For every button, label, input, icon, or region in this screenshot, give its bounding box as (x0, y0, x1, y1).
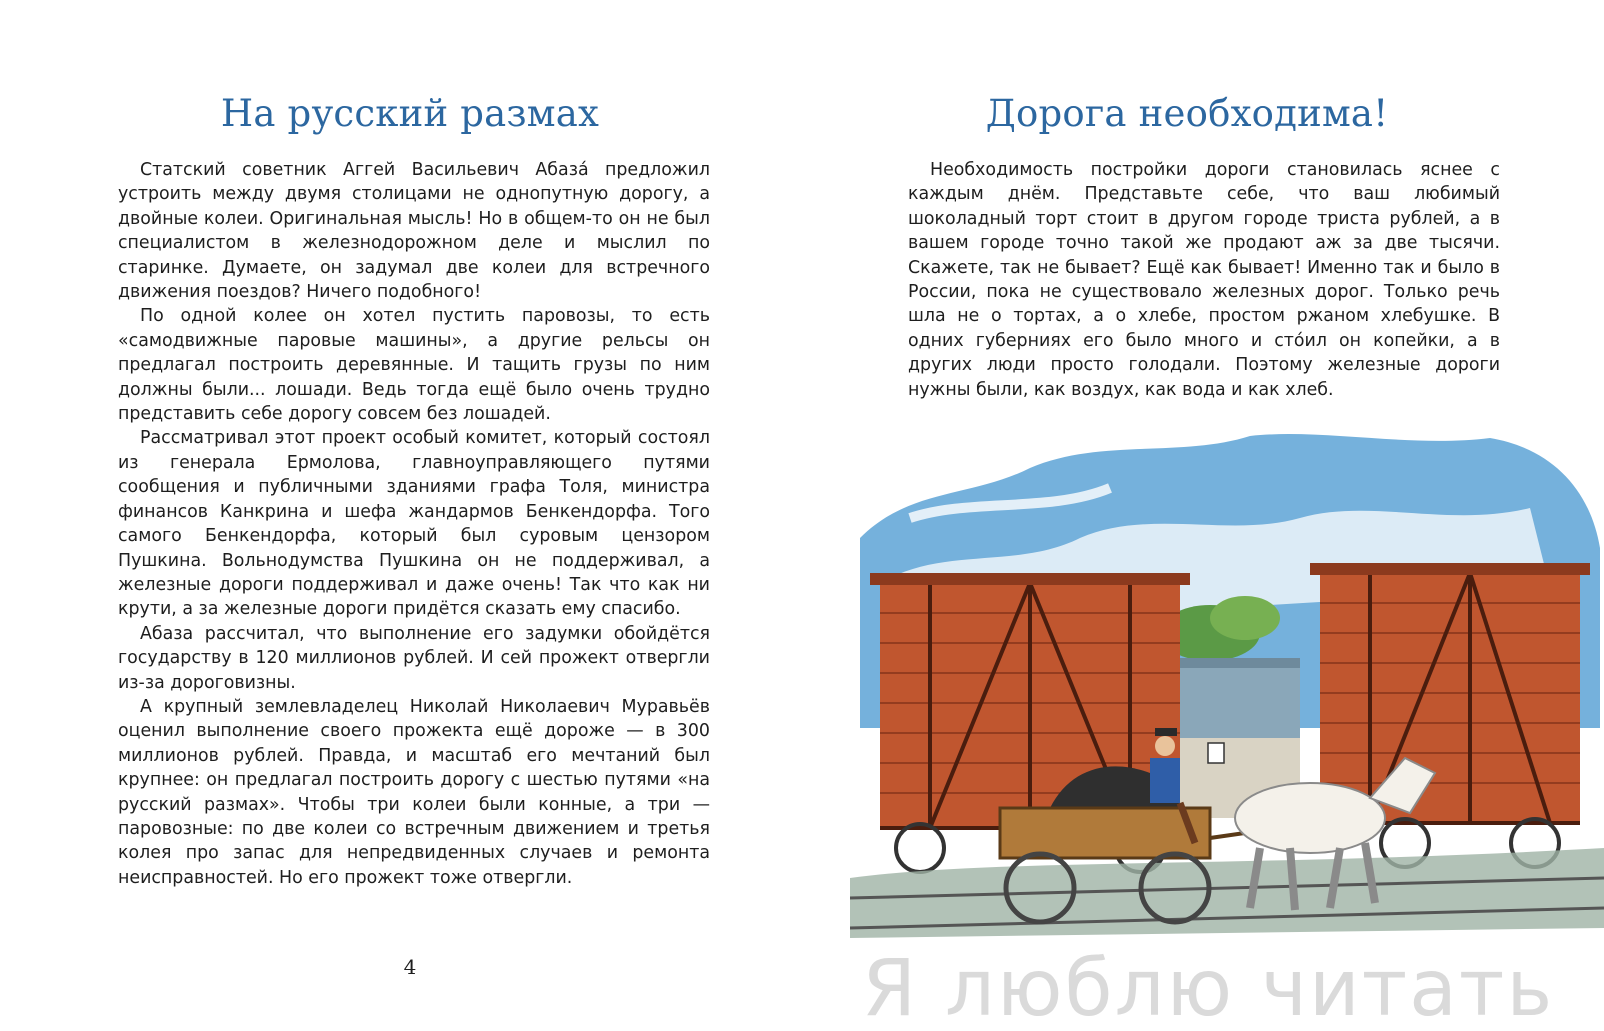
paragraph: Рассматривал этот проект особый комитет, который состоял из генерала Ермолова, главноуправляющего путями сообщения и публичными зданиями графа Толя, министра финансов Канкрина и шефа жандармов Бенкендорфа. Того самого Бенкендорфа, который был суровым цензором Пушкина. Вольнодумства Пушкина он не поддерживал, а железные дороги поддерживал и даже очень! Так что как ни крути, а за железные дороги придётся сказать ему спасибо. (118, 428, 710, 620)
paragraph: А крупный землевладелец Николай Николаевич Муравьёв оценил выполнение своего прожекта ещё дороже — в 300 миллионов рублей. Правда, и масштаб его мечтаний был крупнее: он предлагал построить дорогу с шестью путями «на русский размах». Чтобы три колеи были конные, а три — паровозные: по две колеи со встречным движением и третья колея про запас для непредвиденных случаев и ремонта неисправностей. Но его прожект тоже отвергли. (118, 696, 710, 888)
right-page (802, 0, 1604, 1031)
paragraph: Необходимость постройки дороги становилась яснее с каждым днём. Представьте себе, что ваш любимый шоколадный торт стоит в другом городе триста рублей, а в вашем городе точно такой же продают аж за две тысячи. Скажете, так не бывает? Ещё как бывает! Именно так и было в России, пока не существовало железных дорог. Только речь шла не о тортах, а о хлебе, простом ржаном хлебушке. В одних губерниях его было много и сто́ил он копейки, а в других люди просто голодали. Поэтому железные дороги нужны были, как воздух, как вода и как хлеб. (908, 160, 1500, 400)
paragraph: Статский советник Аггей Васильевич Абаза́ предложил устроить между двумя столицами не однопутную дорогу, а двойные колеи. Оригинальная мысль! Но в общем-то он не был специалистом в железнодорожном деле и мыслил по старинке. Думаете, он задумал две колеи для встречного движения поездов? Ничего подобного! (118, 160, 710, 303)
paragraph: По одной колее он хотел пустить паровозы, то есть «самодвижные паровые машины», а другие рельсы он предлагал построить деревянные. И тащить грузы по ним должны были... лошади. Ведь тогда ещё было очень трудно представить себе дорогу совсем без лошадей. (118, 306, 710, 425)
left-page-title: На русский размах (220, 92, 600, 135)
railway-wagons-illustration (850, 428, 1604, 998)
right-page-text (908, 158, 1500, 402)
page-number: 4 (403, 955, 417, 979)
left-page-text (118, 158, 710, 890)
right-page-title: Дорога необходима! (985, 92, 1389, 135)
watermark: Я люблю читать (862, 948, 1555, 1031)
ground-and-rails (850, 848, 1604, 938)
paragraph: Абаза рассчитал, что выполнение его задумки обойдётся государству в 120 миллионов рублей. И сей прожект отвергли из-за дороговизны. (118, 623, 710, 693)
